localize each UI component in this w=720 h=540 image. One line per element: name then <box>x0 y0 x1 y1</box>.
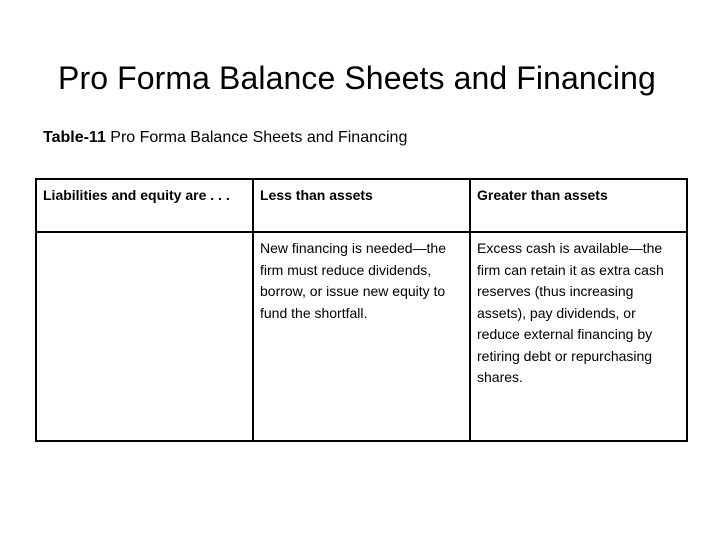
balance-sheet-table <box>35 178 688 442</box>
header-cell-liabilities: Liabilities and equity are . . . <box>36 179 253 232</box>
header-cell-less-than-assets: Less than assets <box>253 179 470 232</box>
body-cell-empty <box>36 232 253 441</box>
table-caption <box>43 129 407 147</box>
table-row <box>36 232 687 441</box>
body-cell-excess-cash: Excess cash is available—the firm can retain it as extra cash reserves (thus increasing assets), pay dividends, or reduce external financing by retiring debt or repurchasing shares. <box>470 232 687 441</box>
slide-title: Pro Forma Balance Sheets and Financing <box>58 60 656 96</box>
table-caption-text: Pro Forma Balance Sheets and Financing <box>105 129 408 146</box>
table-caption-label: Table-11 <box>43 129 106 146</box>
header-cell-greater-than-assets: Greater than assets <box>470 179 687 232</box>
body-cell-new-financing: New financing is needed—the firm must reduce dividends, borrow, or issue new equity to fund the shortfall. <box>253 232 470 441</box>
table-header-row <box>36 179 687 232</box>
